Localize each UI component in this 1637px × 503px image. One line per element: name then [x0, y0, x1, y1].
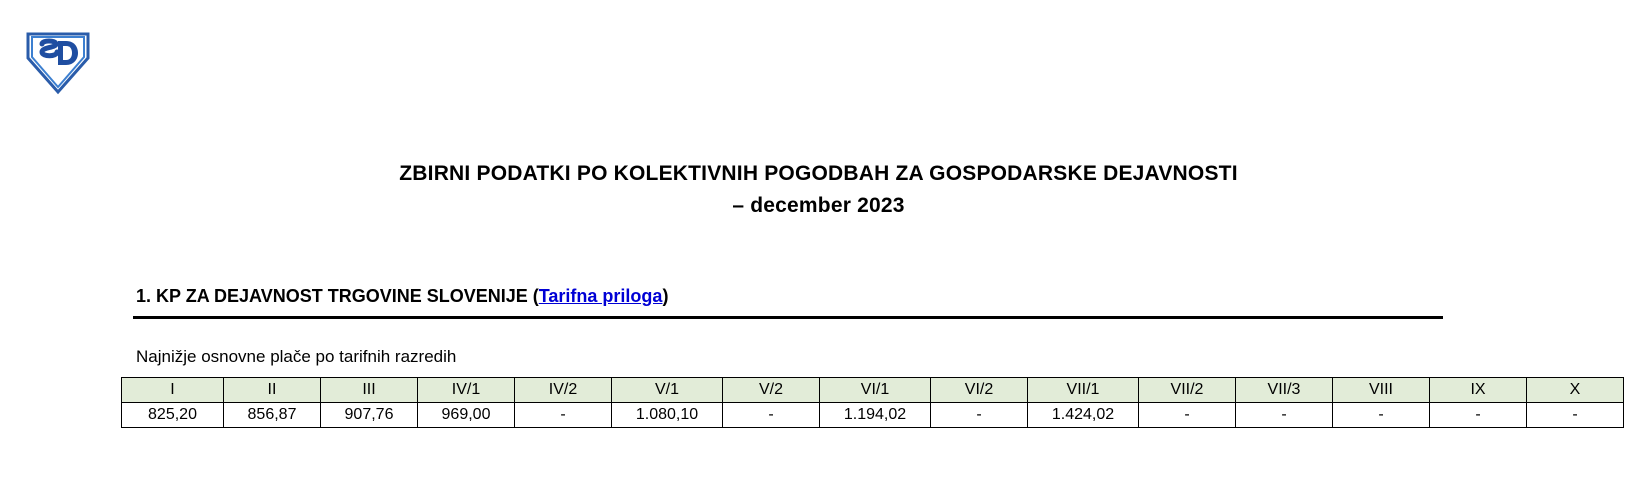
table-header-cell: VII/1: [1028, 378, 1139, 403]
table-header-cell: V/1: [612, 378, 723, 403]
table-cell: 969,00: [418, 403, 515, 428]
table-cell: -: [1430, 403, 1527, 428]
table-cell: 1.194,02: [820, 403, 931, 428]
page-title-line1: ZBIRNI PODATKI PO KOLEKTIVNIH POGODBAH ZA GOSPODARSKE DEJAVNOSTI: [399, 162, 1238, 185]
table-cell: 1.424,02: [1028, 403, 1139, 428]
table-header-cell: I: [122, 378, 224, 403]
table-row: [122, 403, 1624, 428]
table-header-cell: VIII: [1333, 378, 1430, 403]
section-heading-closing: ): [662, 286, 669, 306]
section-heading-text: 1. KP ZA DEJAVNOST TRGOVINE SLOVENIJE (: [136, 286, 539, 306]
company-logo: [22, 28, 94, 98]
section-heading: [136, 286, 668, 307]
tarifna-priloga-link[interactable]: Tarifna priloga: [538, 286, 663, 306]
table-cell: 825,20: [122, 403, 224, 428]
table-header-cell: V/2: [723, 378, 820, 403]
table-cell: 1.080,10: [612, 403, 723, 428]
table-header-cell: VII/3: [1236, 378, 1333, 403]
table-cell: -: [931, 403, 1028, 428]
table-cell: 907,76: [321, 403, 418, 428]
table-header-cell: IV/1: [418, 378, 515, 403]
table-header-cell: III: [321, 378, 418, 403]
table-cell: -: [1139, 403, 1236, 428]
table-cell: -: [1236, 403, 1333, 428]
page-title: [0, 158, 1637, 222]
table-cell: -: [723, 403, 820, 428]
table-caption: Najnižje osnovne plače po tarifnih razredih: [136, 347, 457, 366]
table-header-cell: VII/2: [1139, 378, 1236, 403]
table-cell: 856,87: [224, 403, 321, 428]
wage-table: [121, 377, 1624, 428]
table-cell: -: [515, 403, 612, 428]
table-cell: -: [1527, 403, 1624, 428]
table-header-row: [122, 378, 1624, 403]
table-header-cell: IX: [1430, 378, 1527, 403]
table-header-cell: VI/1: [820, 378, 931, 403]
table-header-cell: II: [224, 378, 321, 403]
table-cell: -: [1333, 403, 1430, 428]
page-title-line2: – december 2023: [732, 194, 905, 217]
table-header-cell: VI/2: [931, 378, 1028, 403]
table-header-cell: X: [1527, 378, 1624, 403]
section-divider: [133, 316, 1443, 319]
table-header-cell: IV/2: [515, 378, 612, 403]
